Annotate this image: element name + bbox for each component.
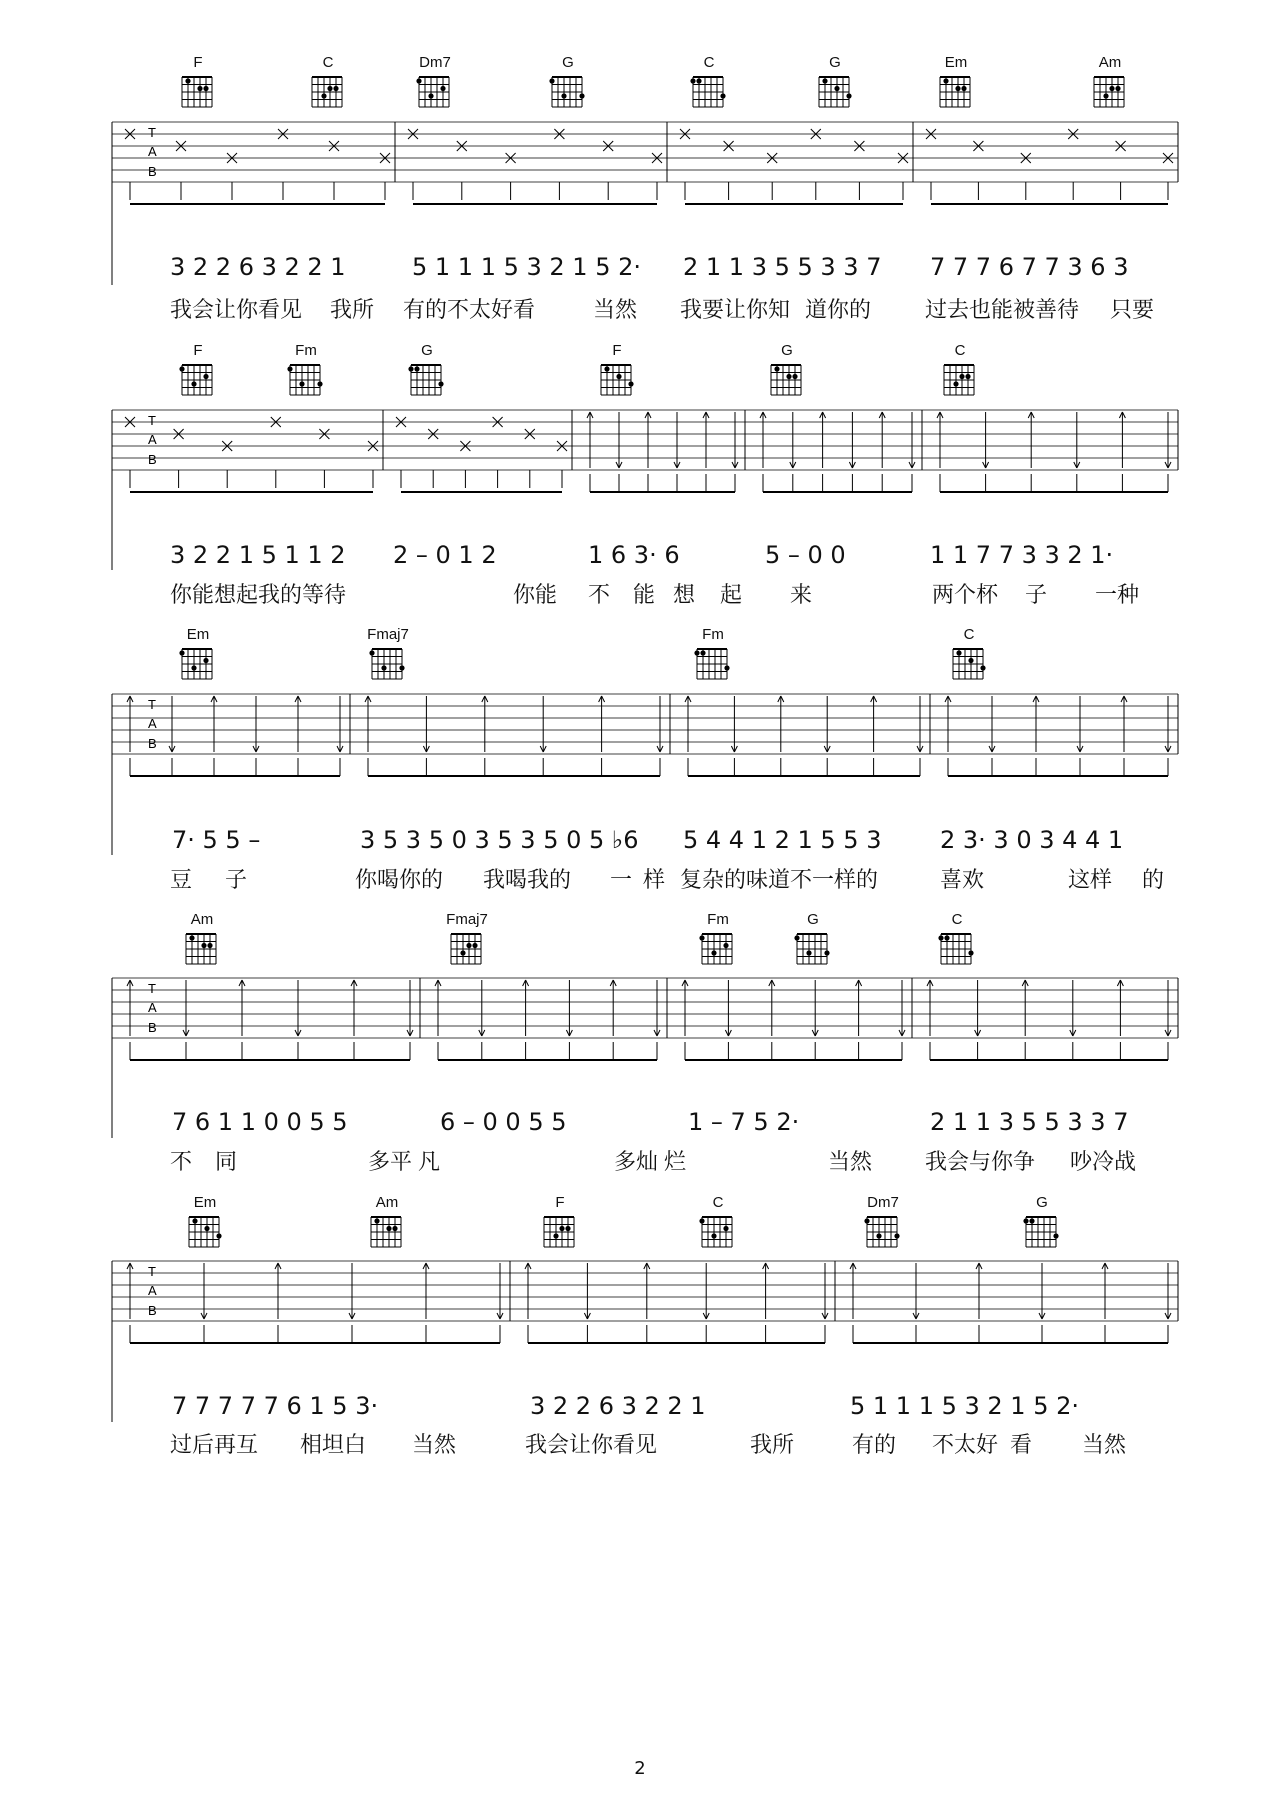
lyric: 我会让你看见 bbox=[525, 1433, 658, 1458]
lyric: 只要 bbox=[1110, 298, 1155, 323]
lyric: 不太好 bbox=[932, 1433, 999, 1458]
lyric: 多灿 bbox=[614, 1150, 659, 1175]
jianpu-measure: 3 5 3 5 0 3 5 3 5 0 5 ♭6 bbox=[360, 826, 639, 854]
lyric: 能 bbox=[633, 583, 656, 608]
lyric: 你喝你的 bbox=[355, 868, 444, 893]
tab-clef-b: B bbox=[148, 164, 157, 179]
chord-name: Fm bbox=[295, 342, 317, 359]
jianpu-measure: 3 2 2 1 5 1 1 2 bbox=[170, 541, 346, 569]
chord-name: Fmaj7 bbox=[446, 911, 488, 928]
chord-name: G bbox=[829, 54, 841, 71]
chord-name: C bbox=[951, 911, 963, 928]
jianpu-measure: 1 – 7 5 2· bbox=[688, 1108, 800, 1136]
chord-name: Em bbox=[944, 54, 968, 71]
tab-clef-b: B bbox=[148, 452, 157, 467]
lyric: 当然 bbox=[412, 1433, 457, 1458]
chord-name: C bbox=[963, 626, 975, 643]
chord-name: G bbox=[562, 54, 574, 71]
lyric: 道你的 bbox=[805, 298, 872, 323]
chord-name: Dm7 bbox=[419, 54, 451, 71]
lyric: 当然 bbox=[828, 1150, 873, 1175]
lyric: 有的 bbox=[852, 1433, 897, 1458]
chord-name: Am bbox=[190, 911, 214, 928]
lyric: 一种 bbox=[1095, 583, 1140, 608]
jianpu-measure: 5 – 0 0 bbox=[765, 541, 846, 569]
lyric: 子 bbox=[1025, 583, 1048, 608]
jianpu-measure: 2 3· 3 0 3 4 4 1 bbox=[940, 826, 1124, 854]
jianpu-measure: 3 2 2 6 3 2 2 1 bbox=[530, 1392, 706, 1420]
jianpu-measure: 5 1 1 1 5 3 2 1 5 2· bbox=[412, 253, 641, 281]
chord-name: C bbox=[712, 1194, 724, 1211]
tab-clef-a: A bbox=[148, 1000, 157, 1015]
jianpu-measure: 7· 5 5 – bbox=[172, 826, 261, 854]
chord-name: C bbox=[703, 54, 715, 71]
lyric: 有的不太好看 bbox=[403, 298, 536, 323]
lyric: 豆 bbox=[170, 868, 193, 893]
tab-clef-t: T bbox=[148, 697, 156, 712]
chord-name: G bbox=[781, 342, 793, 359]
lyric: 喜欢 bbox=[940, 868, 985, 893]
chord-name: Dm7 bbox=[867, 1194, 899, 1211]
lyric: 看 bbox=[1010, 1433, 1033, 1458]
lyric: 你能想起我的等待 bbox=[170, 583, 347, 608]
chord-name: F bbox=[555, 1194, 565, 1211]
lyric: 复杂的味道不一样的 bbox=[680, 868, 879, 893]
lyric: 起 bbox=[720, 583, 743, 608]
lyric: 凡 bbox=[418, 1150, 441, 1175]
chord-name: Fm bbox=[702, 626, 724, 643]
jianpu-measure: 7 7 7 7 7 6 1 5 3· bbox=[172, 1392, 379, 1420]
chord-name: C bbox=[322, 54, 334, 71]
tab-clef-t: T bbox=[148, 981, 156, 996]
lyric: 的 bbox=[1142, 868, 1165, 893]
lyric: 我所 bbox=[750, 1433, 795, 1458]
jianpu-measure: 5 4 4 1 2 1 5 5 3 bbox=[683, 826, 882, 854]
lyric: 多平 bbox=[368, 1150, 413, 1175]
page-number: 2 bbox=[634, 1758, 646, 1779]
tab-clef-a: A bbox=[148, 432, 157, 447]
tab-clef-b: B bbox=[148, 736, 157, 751]
jianpu-measure: 1 6 3· 6 bbox=[588, 541, 680, 569]
tab-clef-b: B bbox=[148, 1303, 157, 1318]
tab-clef-t: T bbox=[148, 125, 156, 140]
jianpu-measure: 2 1 1 3 5 5 3 3 7 bbox=[683, 253, 882, 281]
lyric: 我喝我的 bbox=[483, 868, 572, 893]
chord-name: F bbox=[193, 342, 203, 359]
lyric: 我会与你争 bbox=[925, 1150, 1036, 1175]
jianpu-measure: 7 6 1 1 0 0 5 5 bbox=[172, 1108, 348, 1136]
jianpu-measure: 1 1 7 7 3 3 2 1· bbox=[930, 541, 1114, 569]
lyric: 过去也能被善待 bbox=[925, 298, 1080, 323]
lyric: 不 bbox=[588, 583, 611, 608]
tab-clef-t: T bbox=[148, 413, 156, 428]
lyric: 不 bbox=[170, 1150, 193, 1175]
jianpu-measure: 3 2 2 6 3 2 2 1 bbox=[170, 253, 346, 281]
chord-name: G bbox=[421, 342, 433, 359]
tab-clef-a: A bbox=[148, 716, 157, 731]
lyric: 过后再互 bbox=[170, 1433, 259, 1458]
tab-clef-a: A bbox=[148, 144, 157, 159]
chord-name: G bbox=[1036, 1194, 1048, 1211]
lyric: 当然 bbox=[1082, 1433, 1127, 1458]
lyric: 一 bbox=[610, 868, 633, 893]
chord-name: Fm bbox=[707, 911, 729, 928]
lyric: 你能 bbox=[513, 583, 558, 608]
lyric: 样 bbox=[643, 868, 666, 893]
lyric: 吵冷战 bbox=[1070, 1150, 1137, 1175]
lyric: 同 bbox=[215, 1150, 238, 1175]
chord-name: Am bbox=[375, 1194, 399, 1211]
chord-name: F bbox=[612, 342, 622, 359]
jianpu-measure: 6 – 0 0 5 5 bbox=[440, 1108, 567, 1136]
lyric: 相坦白 bbox=[300, 1433, 367, 1458]
chord-name: G bbox=[807, 911, 819, 928]
lyric: 这样 bbox=[1068, 868, 1113, 893]
lyric: 两个杯 bbox=[932, 583, 999, 608]
lyric: 子 bbox=[225, 868, 248, 893]
jianpu-measure: 2 – 0 1 2 bbox=[393, 541, 497, 569]
chord-name: Em bbox=[186, 626, 210, 643]
chord-name: Fmaj7 bbox=[367, 626, 409, 643]
chord-name: C bbox=[954, 342, 966, 359]
jianpu-measure: 2 1 1 3 5 5 3 3 7 bbox=[930, 1108, 1129, 1136]
lyric: 烂 bbox=[664, 1150, 687, 1175]
chord-name: Am bbox=[1098, 54, 1122, 71]
lyric: 想 bbox=[673, 583, 696, 608]
lyric: 来 bbox=[790, 583, 813, 608]
chord-name: Em bbox=[193, 1194, 217, 1211]
lyric: 我会让你看见 bbox=[170, 298, 303, 323]
lyric: 当然 bbox=[593, 298, 638, 323]
tab-clef-t: T bbox=[148, 1264, 156, 1279]
tab-clef-b: B bbox=[148, 1020, 157, 1035]
jianpu-measure: 7 7 7 6 7 7 3 6 3 bbox=[930, 253, 1129, 281]
lyric: 我所 bbox=[330, 298, 375, 323]
jianpu-measure: 5 1 1 1 5 3 2 1 5 2· bbox=[850, 1392, 1079, 1420]
chord-name: F bbox=[193, 54, 203, 71]
tab-clef-a: A bbox=[148, 1283, 157, 1298]
lyric: 我要让你知 bbox=[680, 298, 791, 323]
